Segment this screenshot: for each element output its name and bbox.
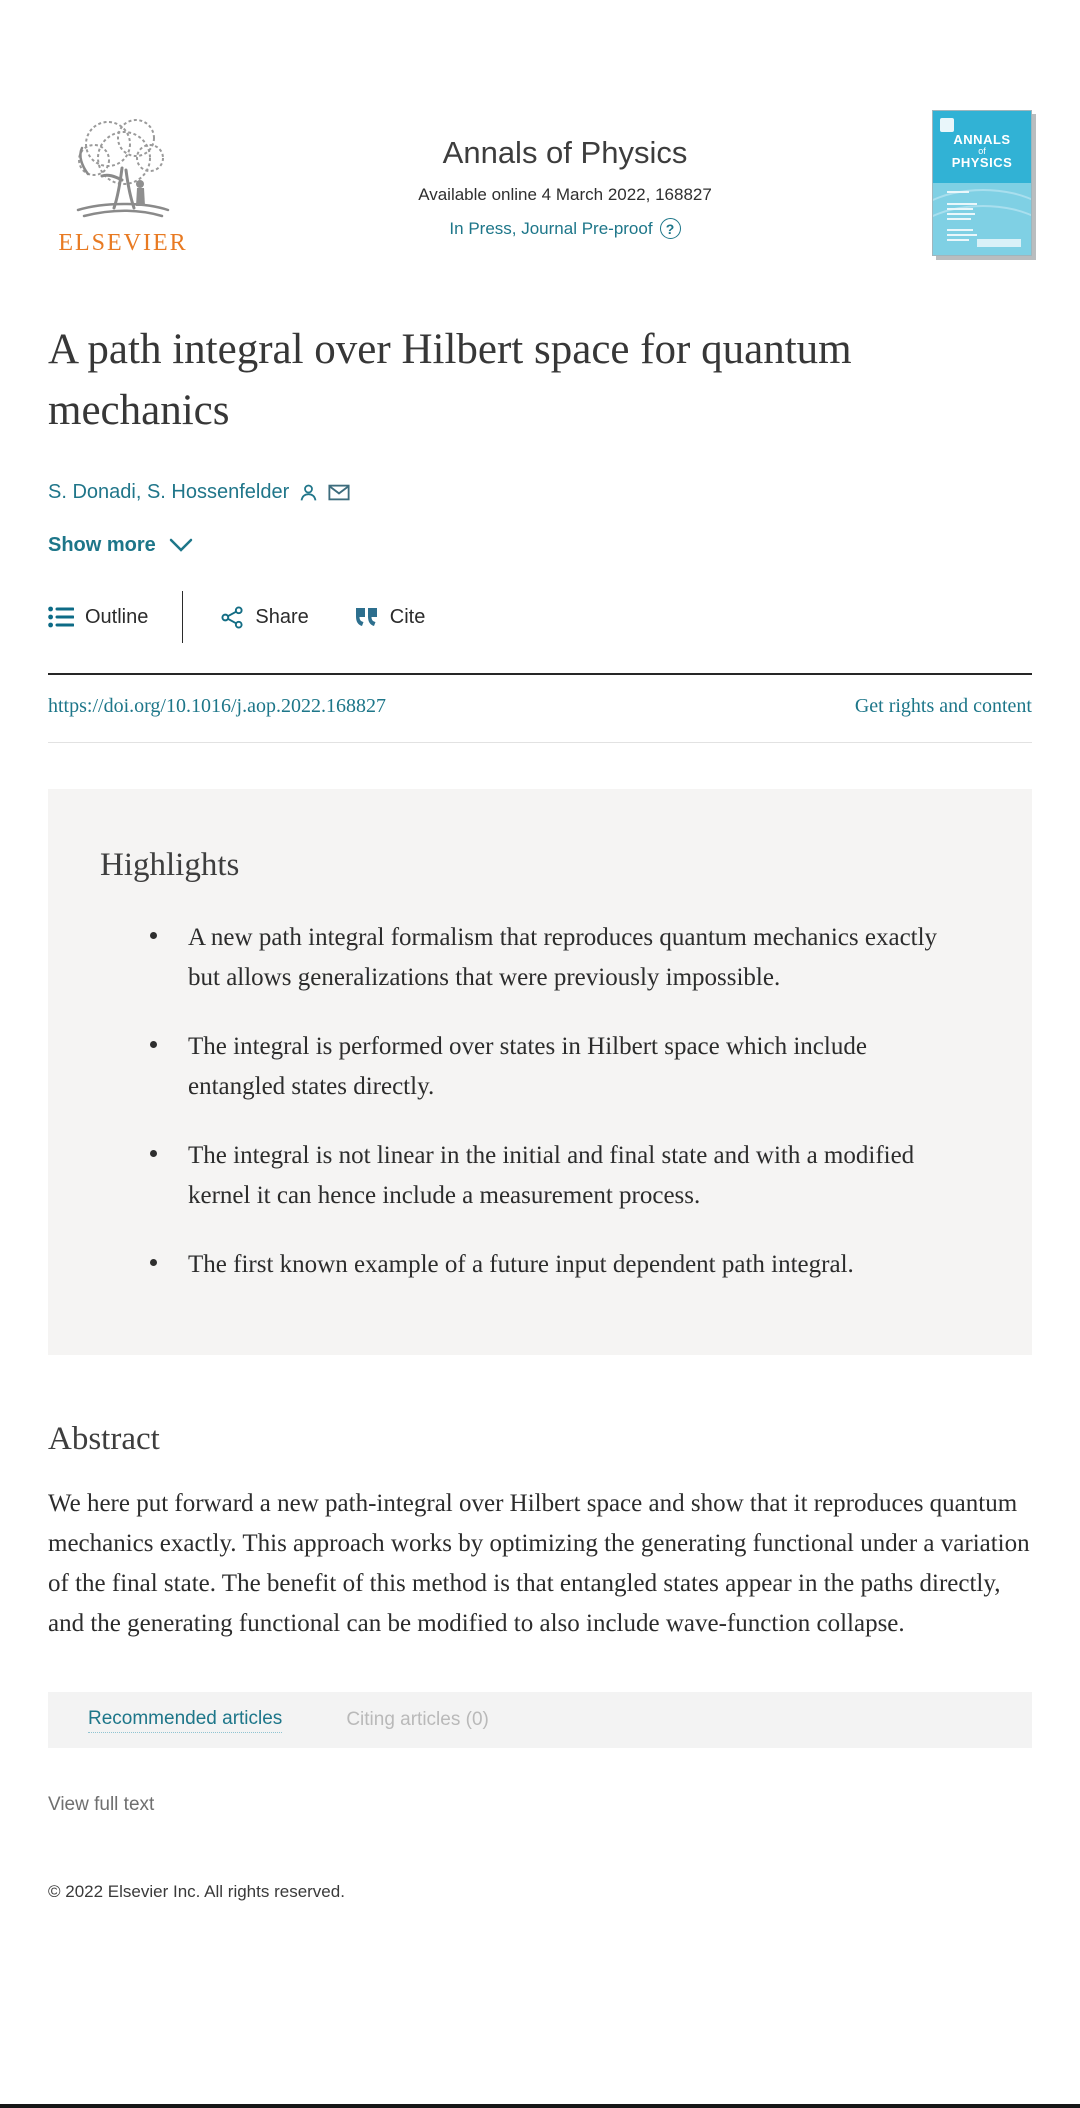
highlights-section xyxy=(48,789,1032,1355)
journal-title[interactable]: Annals of Physics xyxy=(442,135,688,170)
article-page xyxy=(0,110,1080,1902)
article-toolbar xyxy=(48,591,1032,673)
highlights-heading: Highlights xyxy=(100,847,240,884)
person-icon[interactable] xyxy=(298,482,319,503)
article-title: A path integral over Hilbert space for quantum mechanics xyxy=(48,326,852,435)
help-icon[interactable]: ? xyxy=(660,218,681,239)
elsevier-logo[interactable] xyxy=(48,110,198,257)
bottom-edge-bar xyxy=(0,2104,1080,2108)
doi-link[interactable]: https://doi.org/10.1016/j.aop.2022.168827 xyxy=(48,695,386,718)
journal-cover-thumbnail[interactable] xyxy=(932,110,1032,256)
outline-label: Outline xyxy=(85,605,149,628)
outline-button[interactable] xyxy=(48,606,148,629)
copyright-text: © 2022 Elsevier Inc. All rights reserved. xyxy=(48,1882,345,1902)
cite-button[interactable] xyxy=(355,606,426,629)
authors-row xyxy=(48,481,1032,504)
outline-list-icon xyxy=(48,606,74,628)
in-press-link[interactable] xyxy=(449,218,680,239)
view-full-text-link[interactable]: View full text xyxy=(48,1794,155,1816)
bullet-icon xyxy=(150,1259,157,1266)
journal-info xyxy=(198,110,932,239)
rights-and-content-link[interactable]: Get rights and content xyxy=(854,695,1032,718)
show-more-button[interactable] xyxy=(48,534,193,557)
share-button[interactable] xyxy=(221,606,308,629)
highlights-list xyxy=(100,918,980,1285)
chevron-down-icon xyxy=(169,538,193,553)
bullet-icon xyxy=(150,1150,157,1157)
elsevier-wordmark: ELSEVIER xyxy=(58,230,188,256)
highlight-item: A new path integral formalism that reproduces quantum mechanics exactly but allows generalizations that were previously impossible. xyxy=(100,918,960,998)
doi-row xyxy=(48,675,1032,742)
highlight-item: The first known example of a future input dependent path integral. xyxy=(100,1245,960,1285)
tab-citing-articles[interactable]: Citing articles (0) xyxy=(346,1709,489,1731)
abstract-heading: Abstract xyxy=(48,1421,160,1458)
share-icon xyxy=(221,606,244,629)
highlight-item: The integral is performed over states in Hilbert space which include entangled states directly. xyxy=(100,1027,960,1107)
bullet-icon xyxy=(150,1041,157,1048)
cite-label: Cite xyxy=(389,605,426,628)
journal-header xyxy=(48,110,1032,257)
email-icon[interactable] xyxy=(328,484,350,501)
show-more-label: Show more xyxy=(48,534,156,557)
cover-artwork xyxy=(933,183,1031,255)
authors-link[interactable]: S. Donadi, S. Hossenfelder xyxy=(48,481,290,504)
cite-quote-icon xyxy=(355,607,379,627)
elsevier-tree-icon xyxy=(48,110,198,228)
toolbar-divider xyxy=(182,591,183,643)
abstract-text: We here put forward a new path-integral over Hilbert space and show that it reproduces quantum mechanics exactly. This approach works by optimizing the generating functional under a variation of the final state. The benefit of this method is that entangled states appear in the paths directly, and the generating functional can be modified to also include wave-function collapse. xyxy=(48,1490,1030,1638)
share-label: Share xyxy=(255,605,309,628)
available-online-text: Available online 4 March 2022, 168827 xyxy=(418,185,712,204)
tab-recommended-articles[interactable]: Recommended articles xyxy=(88,1708,282,1733)
highlight-item: The integral is not linear in the initial and final state and with a modified kernel it can hence include a measurement process. xyxy=(100,1136,960,1216)
cover-publisher-mark-icon xyxy=(940,118,954,132)
doi-bottom-divider xyxy=(48,742,1032,743)
related-content-tabs xyxy=(48,1692,1032,1748)
bullet-icon xyxy=(150,932,157,939)
in-press-label: In Press, Journal Pre-proof xyxy=(449,218,653,238)
cover-title: ANNALS of PHYSICS xyxy=(951,132,1013,171)
